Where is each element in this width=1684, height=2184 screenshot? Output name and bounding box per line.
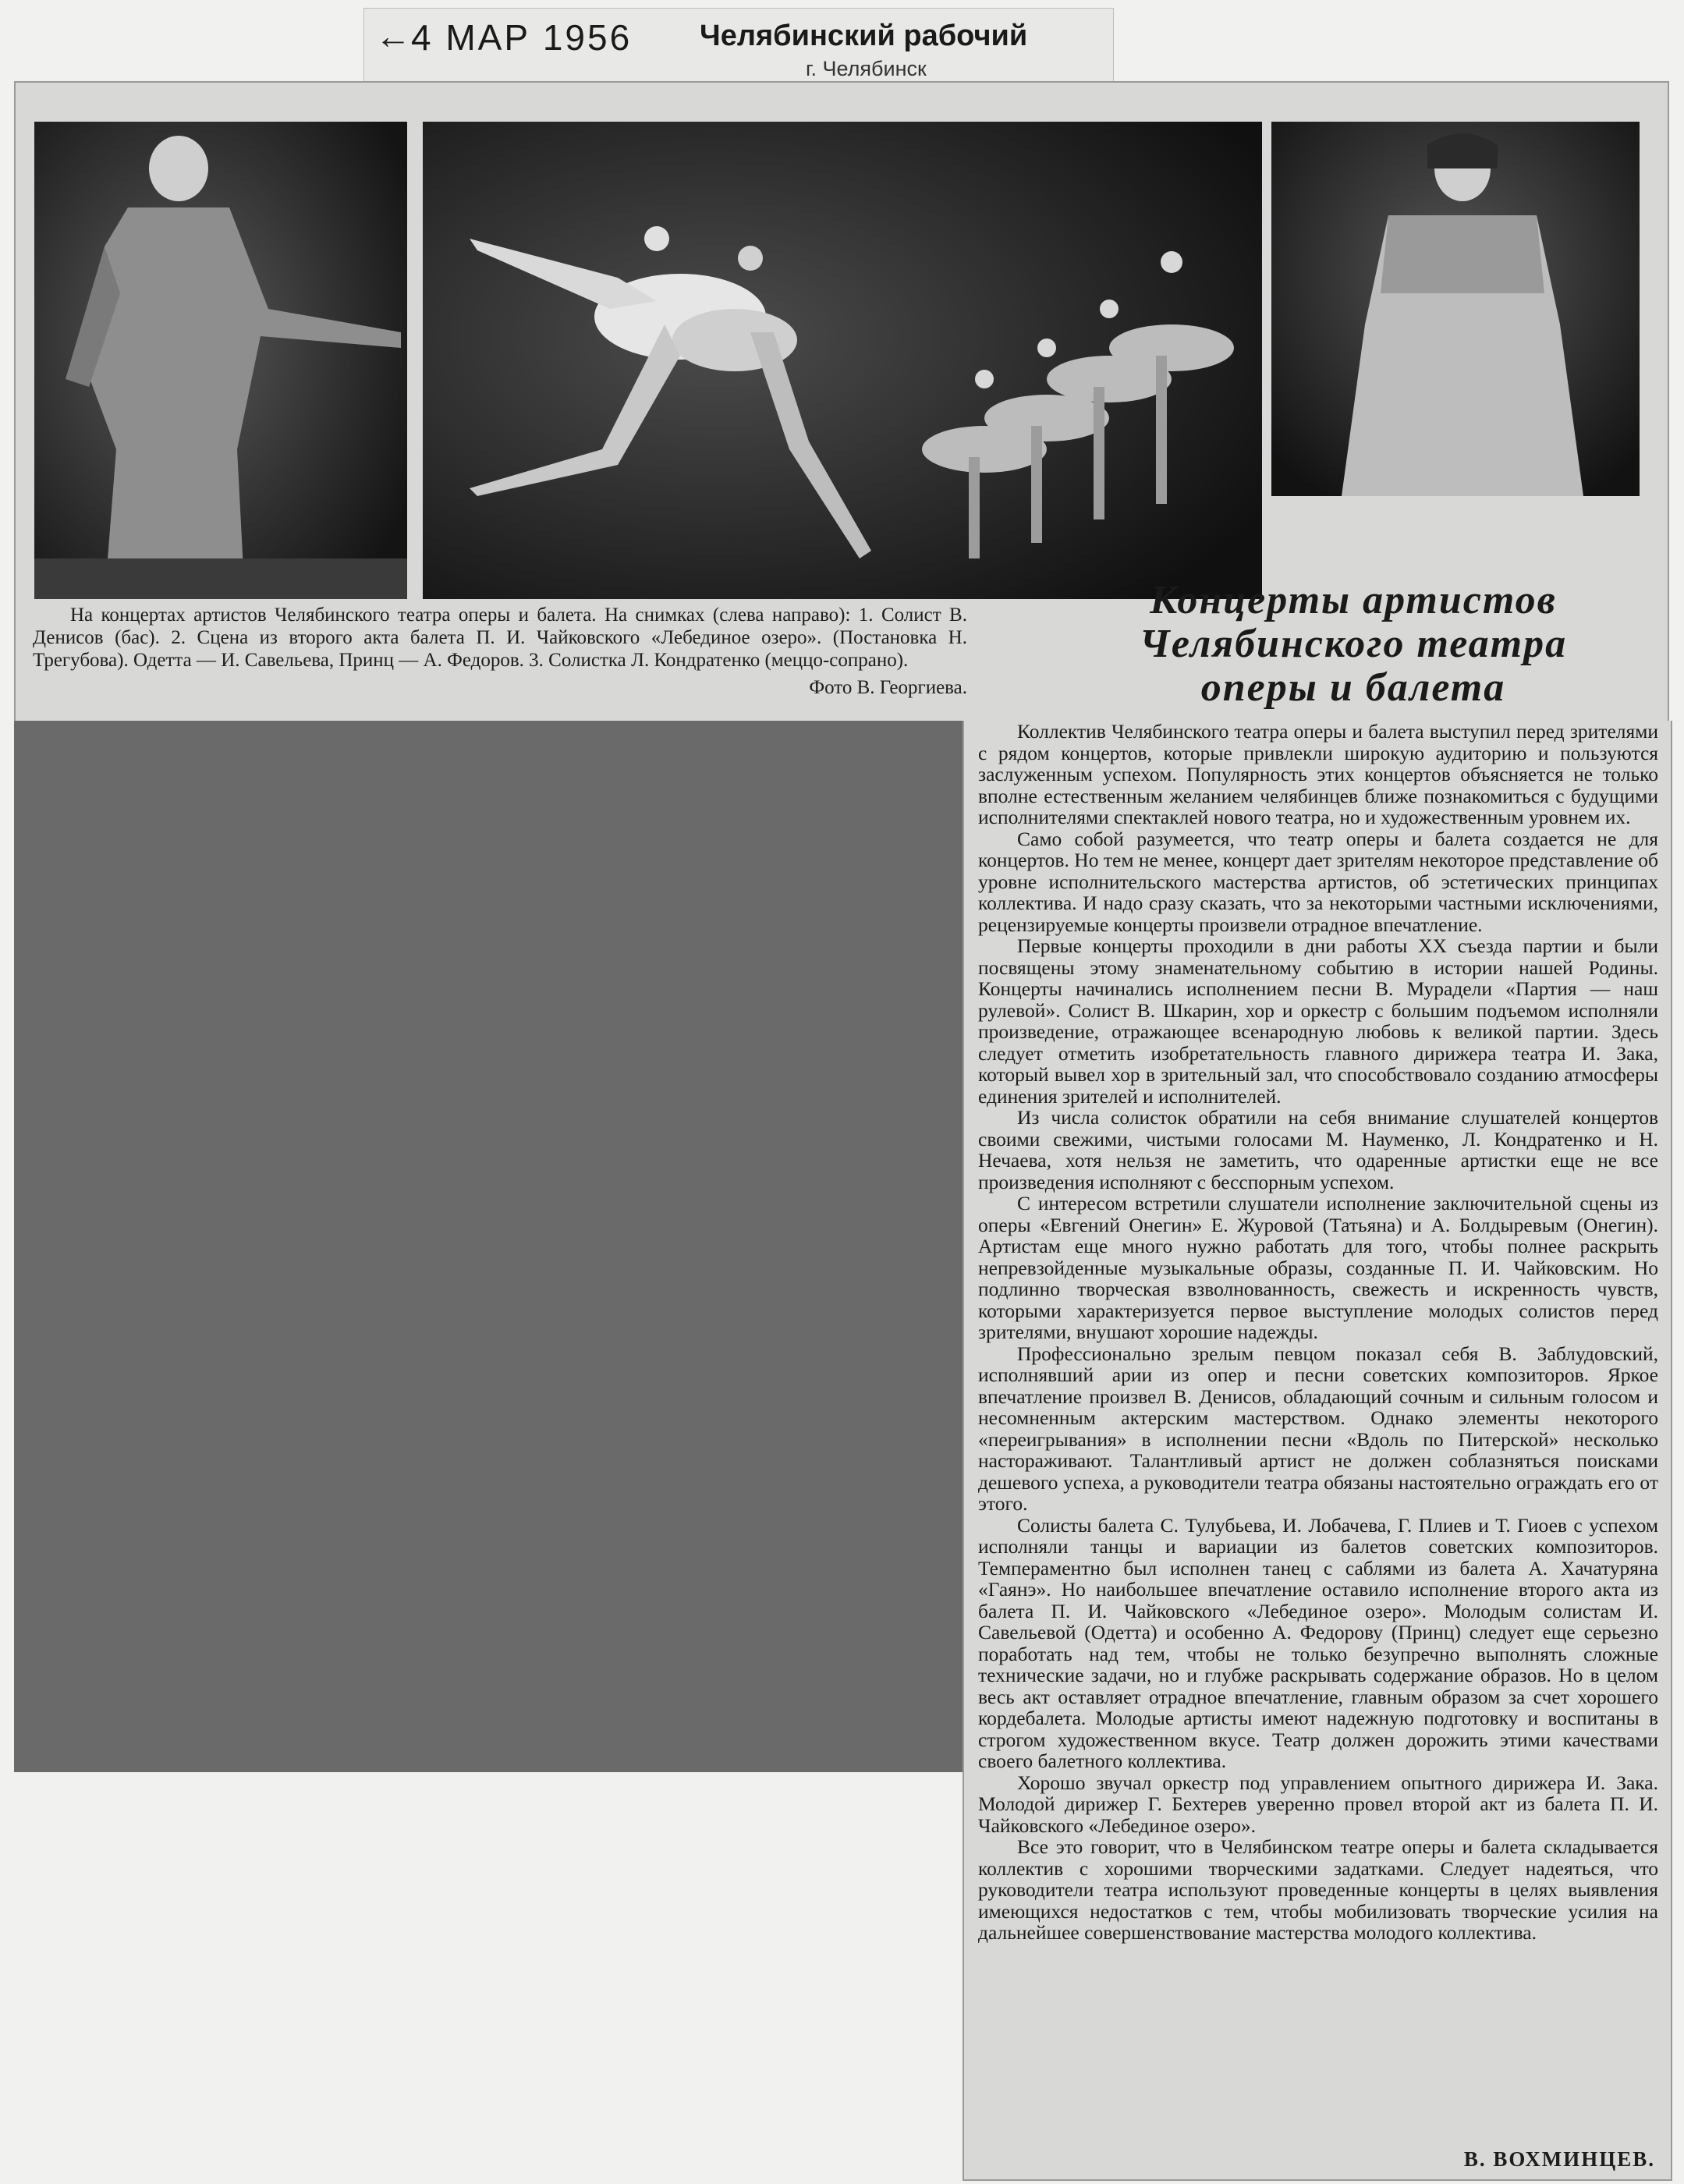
newspaper-name: Челябинский рабочий <box>700 20 1028 52</box>
article-paragraph: Из числа солисток обратили на себя внимание слушателей концертов своими свежими, чистыми голосами М. Науменко, Л. Кондратенко и Н. Нечаева, хотя нельзя не заметить, что одаренные артистки еще не все произведения исполняют с бесспорным успехом. <box>978 1106 1658 1193</box>
mezzo-soprano-soloist-photo <box>1271 122 1640 496</box>
article-paragraph: Профессионально зрелым певцом показал себя В. Заблудовский, исполнявший арии из опер и песни советских композиторов. Яркое впечатление произвел В. Денисов, обладающий сочным и сильным голосом и несомненным актерским мастерством. Однако элементы некоторого «переигрывания» в исполнении песни «Вдоль по Питерской» несколько настораживают. Талантливый артист не должен соблазняться поисками дешевого успеха, а руководители театра обязаны настоятельно ограждать его от этого. <box>978 1342 1658 1515</box>
headline-line-1: Концерты артистов <box>1150 578 1557 622</box>
swan-lake-scene-photo <box>423 122 1262 599</box>
masthead-stamp <box>363 8 1114 84</box>
article-paragraph: Хорошо звучал оркестр под управлением опытного дирижера И. Зака. Молодой дирижер Г. Бехтерев уверенно провел второй акт из балета П. И. Чайковского «Лебединое озеро». <box>978 1771 1658 1837</box>
article-paragraph: Первые концерты проходили в дни работы XX съезда партии и были посвящены этому знаменательному событию в истории нашей Родины. Концерты начинались исполнением песни В. Мурадели «Партия — наш рулевой». Солист В. Шкарин, хор и оркестр с большим подъемом исполняли произведение, отражающее всенародную любовь к великой партии. Здесь следует отметить изобретательность главного дирижера театра И. Зака, который вывел хор в зрительный зал, что способствовало созданию атмосферы единения зрителей и исполнителей. <box>978 934 1658 1108</box>
article-column <box>963 721 1672 2181</box>
headline-line-2: Челябинского театра <box>1139 622 1568 666</box>
article-paragraph: Само собой разумеется, что театр оперы и балета создается не для концертов. Но тем не менее, концерт дает зрителям некоторое представление об уровне исполнительского мастерства артистов, об эстетических принципах коллектива. И надо сразу сказать, что за некоторыми частными исключениями, рецензируемые концерты произвели отрадное впечатление. <box>978 827 1658 936</box>
article-author: В. ВОХМИНЦЕВ. <box>1463 2147 1655 2171</box>
article-paragraph: С интересом встретили слушатели исполнение заключительной сцены из оперы «Евгений Онегин» Е. Журовой (Татьяна) и А. Болдыревым (Онегин). Артистам еще много нужно работать для того, чтобы полнее раскрыть непревзойденные музыкальные образы, созданные П. И. Чайковским. Но подлинно творческая взволнованность, свежесть и искренность чувств, которыми характеризуется первое выступление молодых солистов перед зрителями, внушают хорошие надежды. <box>978 1192 1658 1343</box>
article-paragraph: Солисты балета С. Тулубьева, И. Лобачева, Г. Плиев и Т. Гиоев с успехом исполняли танцы и вариации из балетов советских композиторов. Темпераментно был исполнен танец с саблями из балета А. Хачатуряна «Гаянэ». Но наибольшее впечатление оставило исполнение второго акта из балета П. И. Чайковского «Лебединое озеро». Молодым солистам И. Савельевой (Одетта) и особенно А. Федорову (Принц) следует еще серьезно поработать над тем, чтобы не только безупречно выполнять сложные технические задачи, но и глубже раскрывать содержание образов. Но в целом весь акт оставляет отрадное впечатление, главным образом за счет хорошего кордебалета. Молодые артисты имеют надежную подготовку и воспитаны в строгом художественном вкусе. Театр должен дорожить этими качествами своего балетного коллектива. <box>978 1513 1658 1772</box>
article-paragraph: Коллектив Челябинского театра оперы и балета выступил перед зрителями с рядом концертов, которые привлекли широкую аудиторию и пользуются заслуженным успехом. Популярность этих концертов объясняется не только вполне естественным желанием челябинцев ближе познакомиться с будущими исполнителями спектаклей нового театра, но и художественным уровнем их. <box>978 720 1658 828</box>
paper-background <box>14 1772 963 2184</box>
issue-date: 4 МАР 1956 <box>411 17 633 58</box>
arrow-icon: ← <box>375 16 411 56</box>
newspaper-city: г. Челябинск <box>806 57 927 80</box>
cardboard-backing <box>14 721 963 1772</box>
article-headline <box>1030 579 1677 710</box>
clipping-top <box>14 81 1669 724</box>
article-paragraph: Все это говорит, что в Челябинском театре оперы и балета складывается коллектив с хорошими творческими задатками. Следует надеяться, что руководители театра используют проведенные концерты в целях выявления имеющихся недостатков с тем, чтобы мобилизовать творческие усилия на дальнейшее совершенствование мастерства молодого коллектива. <box>978 1835 1658 1944</box>
photo-credit: Фото В. Георгиева. <box>809 677 967 698</box>
caption-text: На концертах артистов Челябинского театра оперы и балета. На снимках (слева направо): 1. Солист В. Денисов (бас). 2. Сцена из второго акта балета П. И. Чайковского «Лебединое озеро». (Постановка Н. Трегубова). Одетта — И. Савельева, Принц — А. Федоров. 3. Солистка Л. Кондратенко (меццо-сопрано). <box>33 604 967 671</box>
photo-caption <box>33 604 967 699</box>
soloist-bass-photo <box>34 122 407 599</box>
headline-line-3: оперы и балета <box>1200 665 1506 710</box>
article-body <box>978 721 1658 1944</box>
